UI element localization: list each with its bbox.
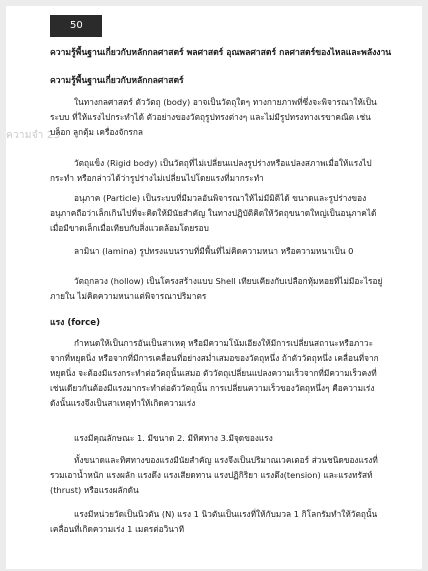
- paragraph-force-definition: กำหนดให้เป็นการอันเป็นสาเหตุ หรือมีความโน้มเอียงให้มีการเปลี่ยนสถานะหรือภาวะจากที่หยุดนิ่ง หรือจากที่มีการเคลื่อนที่อย่างสม่ำเสมอของวัตถุหนึ่ง ถ้าตัววัตถุหนึ่ง เคลื่อนที่จากหยุดนิ่ง จะต้องมีแรงกระทำต่อวัตถุนั้นเสมอ ตัววัตถุเปลี่ยนแปลงความเร็วจากที่มีความเร็วคงที่ เช่นเดียวกันต้องมีแรงมากระทำต่อตัววัตถุนั้น การเปลี่ยนความเร็วของวัตถุหนึ่งๆ คือความเร่ง ดังนั้นแรงจึงเป็นสาเหตุทำให้เกิดความเร่ง: [50, 338, 379, 408]
- document-page: [6, 6, 422, 569]
- paragraph-body: ในทางกลศาสตร์ ตัววัตถุ (body) อาจเป็นวัตถุใดๆ ทางกายภาพที่ซึ่งจะพิจารณาให้เป็นระบบ ที่ให้แรงไปกระทำได้ ตัวอย่างของวัตถุรูปทรงต่างๆ และไม่มีรูปทรงทางเรขาคณิต เช่น บล็อก ลูกตุ้ม เครื่องจักรกล: [50, 97, 377, 137]
- paragraph-force-properties: แรงมีคุณลักษณะ 1. มีขนาด 2. มีทิศทาง 3.มีจุดของแรง: [74, 433, 273, 443]
- paragraph-lamina: ลามินา (lamina) รูปทรงแบนราบที่มีพื้นที่ไม่คิดความหนา หรือความหนาเป็น 0: [74, 246, 354, 256]
- watermark: ความจำ 23: [6, 130, 61, 141]
- page-number-tab: 50: [50, 15, 102, 37]
- paragraph-force-types: ทั้งขนาดและทิศทางของแรงมีนัยสำคัญ แรงจึงเป็นปริมาณเวคเตอร์ ส่วนชนิดของแรงที่รวมเอาน้ำหนัก แรงผลัก แรงดึง แรงเสียดทาน แรงปฏิกิริยา แรงตึง(tension) และแรงทรัสท์ (thrust) หรือแรงผลักดัน: [50, 455, 378, 495]
- paragraph-hollow: วัตถุกลวง (hollow) เป็นโครงสร้างแบบ Shell เทียบเคียงกับเปลือกหุ้มหอยที่ไม่มีอะไรอยู่ภายใน ไม่คิดความหนาแต่พิจารณาปริมาตร: [50, 276, 383, 301]
- section-heading: ความรู้พื้นฐานเกี่ยวกับหลักกลศาสตร์: [50, 76, 184, 86]
- document-title: ความรู้พื้นฐานเกี่ยวกับหลักกลศาสตร์ พลศาสตร์ อุณพลศาสตร์ กลศาสตร์ของไหลและพลังงาน: [50, 48, 392, 58]
- paragraph-force-unit: แรงมีหน่วยวัดเป็นนิวตัน (N) แรง 1 นิวตันเป็นแรงที่ให้กับมวล 1 กิโลกรัมทำให้วัตถุนั้นเคลื่อนที่เกิดความเร่ง 1 เมตรต่อวินาที: [50, 509, 378, 534]
- force-heading: แรง (force): [50, 318, 101, 328]
- paragraph-rigid-body: วัตถุแข็ง (Rigid body) เป็นวัตถุที่ไม่เปลี่ยนแปลงรูปร่างหรือแปลงสภาพเมื่อให้แรงไปกระทำ หรือกล่าวได้ว่ารูปร่างไม่เปลี่ยนไปโดยแรงที่มากระทำ: [50, 158, 372, 183]
- paragraph-particle: อนุภาค (Particle) เป็นระบบที่มีมวลอันพิจารณาให้ไม่มีมิติได้ ขนาดและรูปร่างของอนุภาคถือว่าเล็กเกินไปที่จะคิดให้มีนัยสำคัญ ในทางปฏิบัติคิดให้วัตถุขนาดใหญ่เป็นอนุภาคได้เมื่อมีขาดเล็กเมื่อเทียบกับสิ่งแวดล้อมโดยรอบ: [50, 193, 377, 233]
